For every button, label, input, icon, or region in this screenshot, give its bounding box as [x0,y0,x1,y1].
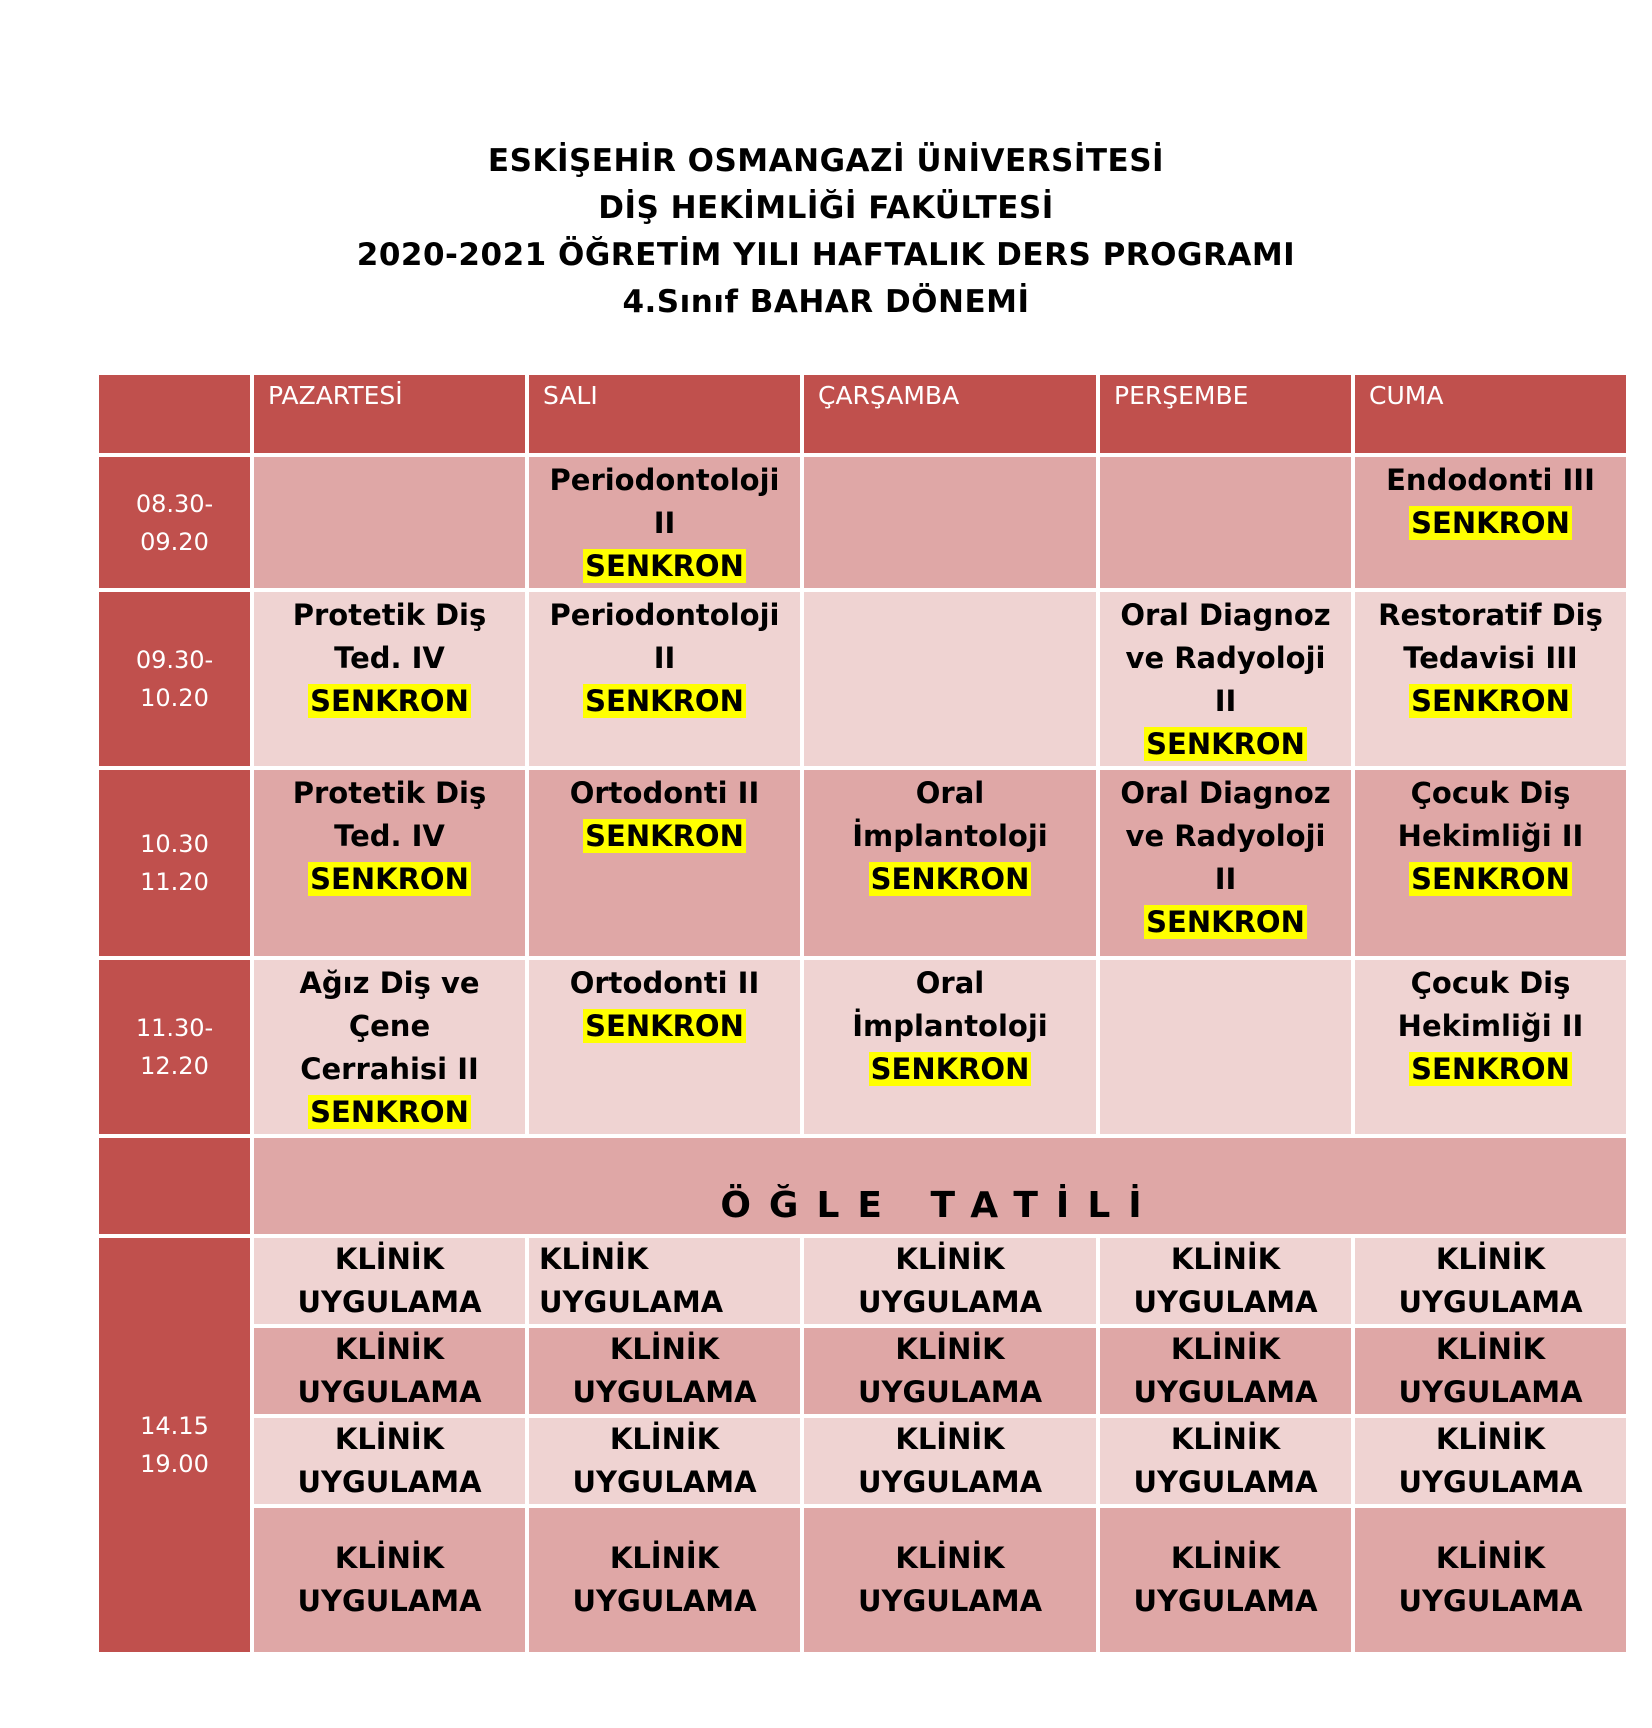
sync-badge: SENKRON [1411,506,1570,540]
course-cell [252,455,527,590]
lunch-break: ÖĞLE TATİLİ [252,1136,1628,1236]
sync-badge: SENKRON [1146,905,1305,939]
day-header: PERŞEMBE [1098,373,1353,455]
sync-badge: SENKRON [585,819,744,853]
title-term: 4.Sınıf BAHAR DÖNEMİ [622,284,1030,320]
schedule-row [97,590,1628,768]
header-row [97,373,1628,455]
sync-badge: SENKRON [585,549,744,583]
clinic-cell: KLİNİK UYGULAMA [527,1236,802,1326]
course-cell: Protetik Diş Ted. IV SENKRON [252,768,527,958]
course-cell: Oral İmplantoloji SENKRON [802,768,1098,958]
lunch-row [97,1136,1628,1236]
course-cell: Ortodonti II SENKRON [527,768,802,958]
clinic-cell: KLİNİK UYGULAMA [802,1506,1098,1654]
course-cell: Periodontoloji II SENKRON [527,590,802,768]
sync-badge: SENKRON [585,684,744,718]
clinic-cell: KLİNİK UYGULAMA [802,1416,1098,1506]
course-cell: Çocuk Diş Hekimliği II SENKRON [1353,768,1628,958]
clinic-cell: KLİNİK UYGULAMA [1353,1416,1628,1506]
time-cell: 14.15 19.00 [97,1236,252,1654]
clinic-row [97,1416,1628,1506]
sync-badge: SENKRON [310,862,469,896]
day-header: PAZARTESİ [252,373,527,455]
clinic-row [97,1326,1628,1416]
sync-badge: SENKRON [870,1052,1030,1086]
sync-badge: SENKRON [1411,862,1570,896]
time-cell: 11.30- 12.20 [97,958,252,1136]
clinic-cell: KLİNİK UYGULAMA [527,1416,802,1506]
clinic-cell: KLİNİK UYGULAMA [252,1506,527,1654]
course-cell: Endodonti III SENKRON [1353,455,1628,590]
clinic-cell: KLİNİK UYGULAMA [252,1326,527,1416]
clinic-row [97,1506,1628,1654]
sync-badge: SENKRON [1146,727,1305,761]
course-cell [802,590,1098,768]
title-program: 2020-2021 ÖĞRETİM YILI HAFTALIK DERS PROGRAMI [356,237,1296,273]
course-cell [1098,455,1353,590]
sync-badge: SENKRON [1411,1052,1570,1086]
course-cell: Restoratif Diş Tedavisi III SENKRON [1353,590,1628,768]
course-cell [802,455,1098,590]
sync-badge: SENKRON [310,1095,469,1129]
clinic-cell: KLİNİK UYGULAMA [1098,1236,1353,1326]
schedule-row [97,768,1628,958]
course-cell: Oral Diagnoz ve Radyoloji II SENKRON [1098,590,1353,768]
course-cell: Protetik Diş Ted. IV SENKRON [252,590,527,768]
clinic-cell: KLİNİK UYGULAMA [527,1326,802,1416]
schedule-row [97,455,1628,590]
day-header: CUMA [1353,373,1628,455]
clinic-cell: KLİNİK UYGULAMA [1353,1236,1628,1326]
clinic-cell: KLİNİK UYGULAMA [1098,1416,1353,1506]
clinic-cell: KLİNİK UYGULAMA [1098,1506,1353,1654]
day-header: SALI [527,373,802,455]
clinic-cell: KLİNİK UYGULAMA [1098,1326,1353,1416]
course-cell: Periodontoloji II SENKRON [527,455,802,590]
course-cell: Oral Diagnoz ve Radyoloji II SENKRON [1098,768,1353,958]
time-cell: 08.30- 09.20 [97,455,252,590]
sync-badge: SENKRON [585,1009,744,1043]
corner-cell [97,373,252,455]
clinic-cell: KLİNİK UYGULAMA [802,1236,1098,1326]
day-header: ÇARŞAMBA [802,373,1098,455]
course-cell: Ağız Diş ve Çene Cerrahisi II SENKRON [252,958,527,1136]
clinic-cell: KLİNİK UYGULAMA [252,1236,527,1326]
sync-badge: SENKRON [870,862,1030,896]
clinic-row [97,1236,1628,1326]
clinic-cell: KLİNİK UYGULAMA [1353,1506,1628,1654]
clinic-cell: KLİNİK UYGULAMA [1353,1326,1628,1416]
document-title [0,138,1652,326]
clinic-cell: KLİNİK UYGULAMA [252,1416,527,1506]
clinic-cell: KLİNİK UYGULAMA [802,1326,1098,1416]
time-cell: 10.30 11.20 [97,768,252,958]
course-cell: Çocuk Diş Hekimliği II SENKRON [1353,958,1628,1136]
schedule-table [95,371,1630,1656]
time-cell: 09.30- 10.20 [97,590,252,768]
schedule-row [97,958,1628,1136]
title-university: ESKİŞEHİR OSMANGAZİ ÜNİVERSİTESİ [487,143,1165,179]
title-faculty: DİŞ HEKİMLİĞİ FAKÜLTESİ [598,190,1054,226]
clinic-cell: KLİNİK UYGULAMA [527,1506,802,1654]
course-cell: Ortodonti II SENKRON [527,958,802,1136]
sync-badge: SENKRON [310,684,469,718]
course-cell [1098,958,1353,1136]
time-cell [97,1136,252,1236]
sync-badge: SENKRON [1411,684,1570,718]
course-cell: Oral İmplantoloji SENKRON [802,958,1098,1136]
